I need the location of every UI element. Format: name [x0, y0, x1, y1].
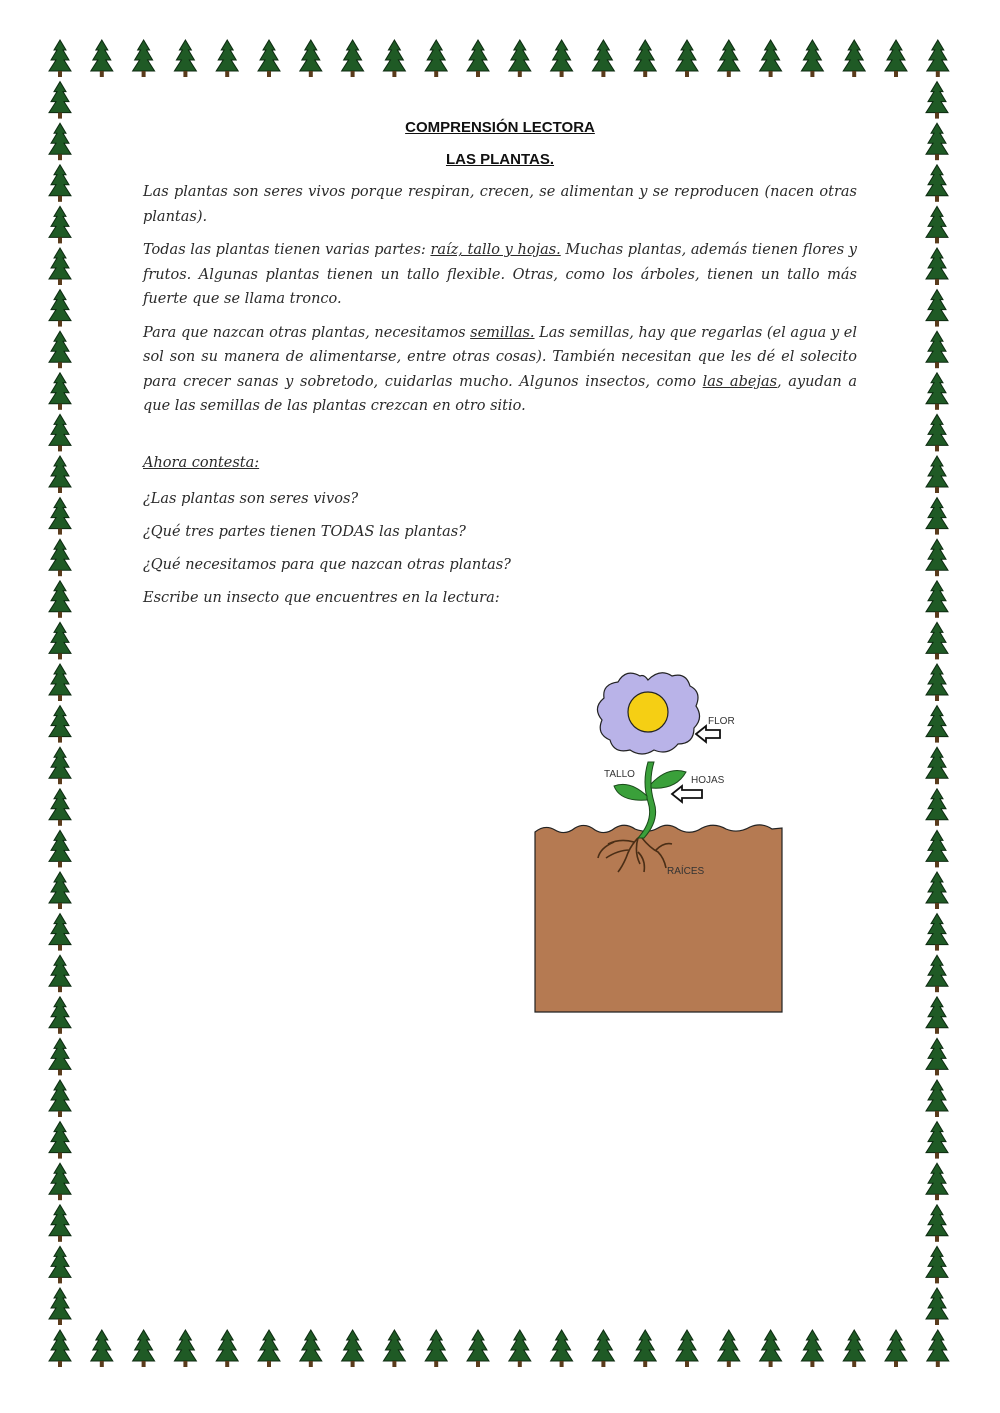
pine-tree-icon — [843, 1330, 865, 1367]
pine-tree-icon — [258, 40, 280, 77]
plant-diagram — [530, 662, 790, 1017]
document-subtitle: LAS PLANTAS. — [445, 151, 555, 168]
leaf-left — [614, 784, 647, 800]
pine-tree-icon — [926, 997, 948, 1034]
pine-tree-icon — [49, 165, 71, 202]
p3-text-c: , ayudan a que las semillas de las plantas crezcan en otro sitio. — [143, 373, 857, 414]
pine-tree-icon — [926, 248, 948, 285]
pine-tree-icon — [49, 997, 71, 1034]
pine-tree-icon — [926, 581, 948, 618]
pine-tree-icon — [926, 1038, 948, 1075]
pine-tree-icon — [718, 40, 740, 77]
label-flor: FLOR — [708, 716, 735, 727]
pine-tree-icon — [926, 747, 948, 784]
pine-tree-icon — [760, 1330, 782, 1367]
pine-tree-icon — [49, 1330, 71, 1367]
reading-paragraph-3 — [143, 321, 857, 419]
p2-text-b: Muchas plantas, además tienen flores y frutos. Algunas plantas tienen un tallo flexible. Otras, como los árboles, tienen un tallo más fuerte que se llama tronco. — [143, 242, 857, 307]
pine-tree-icon — [49, 290, 71, 327]
pine-tree-icon — [801, 1330, 823, 1367]
plant-parts-underlined: raíz, tallo y hojas. — [430, 242, 561, 258]
pine-tree-icon — [49, 331, 71, 368]
pine-tree-icon — [49, 498, 71, 535]
reading-paragraph-1: Las plantas son seres vivos porque respiran, crecen, se alimentan y se reproducen (nacen otras plantas). — [143, 184, 857, 225]
pine-tree-icon — [383, 40, 405, 77]
question-4: Escribe un insecto que encuentres en la lectura: — [143, 589, 500, 606]
pine-tree-icon — [49, 1122, 71, 1159]
pine-tree-icon — [49, 664, 71, 701]
pine-tree-icon — [926, 539, 948, 576]
pine-tree-icon — [216, 40, 238, 77]
document-title: COMPRENSIÓN LECTORA — [405, 119, 595, 136]
pine-tree-icon — [926, 206, 948, 243]
pine-tree-icon — [174, 40, 196, 77]
pine-tree-icon — [592, 1330, 614, 1367]
pine-tree-icon — [49, 539, 71, 576]
pine-tree-icon — [342, 1330, 364, 1367]
pine-tree-icon — [49, 1246, 71, 1283]
questions-heading: Ahora contesta: — [143, 454, 260, 471]
pine-tree-icon — [926, 622, 948, 659]
pine-tree-icon — [760, 40, 782, 77]
pine-tree-icon — [91, 1330, 113, 1367]
pine-tree-icon — [926, 1163, 948, 1200]
pine-tree-icon — [843, 40, 865, 77]
pine-tree-icon — [718, 1330, 740, 1367]
pine-tree-icon — [49, 456, 71, 493]
pine-tree-icon — [49, 1163, 71, 1200]
pine-tree-icon — [133, 1330, 155, 1367]
pine-tree-icon — [926, 498, 948, 535]
pine-tree-icon — [926, 706, 948, 743]
pine-tree-icon — [926, 830, 948, 867]
pine-tree-icon — [885, 40, 907, 77]
pine-tree-icon — [926, 1122, 948, 1159]
p3-text-b: Las semillas, hay que regarlas (el agua y el sol son su manera de alimentarse, entre otras cosas). También necesitan que les dé el solecito para crecer sanas y sobretodo, cuidarlas mucho. Algunos insectos, como — [143, 324, 857, 390]
pine-tree-icon — [926, 290, 948, 327]
pine-tree-icon — [926, 872, 948, 909]
pine-tree-icon — [425, 1330, 447, 1367]
worksheet — [143, 118, 857, 619]
question-1: ¿Las plantas son seres vivos? — [143, 490, 359, 507]
pine-tree-icon — [634, 1330, 656, 1367]
pine-tree-icon — [926, 123, 948, 160]
bees-underlined: las abejas — [702, 373, 778, 390]
reading-paragraph-2 — [143, 238, 857, 312]
pine-tree-icon — [49, 1205, 71, 1242]
pine-tree-icon — [926, 914, 948, 951]
pine-tree-icon — [133, 40, 155, 77]
pine-tree-icon — [49, 206, 71, 243]
pine-tree-icon — [926, 373, 948, 410]
pine-tree-icon — [49, 914, 71, 951]
pine-tree-icon — [425, 40, 447, 77]
pine-tree-icon — [676, 1330, 698, 1367]
p2-text-a: Todas las plantas tienen varias partes: — [143, 242, 431, 258]
pine-tree-icon — [49, 622, 71, 659]
label-hojas: HOJAS — [691, 775, 725, 786]
pine-tree-icon — [926, 1288, 948, 1325]
pine-tree-icon — [467, 1330, 489, 1367]
pine-tree-icon — [926, 664, 948, 701]
pine-tree-icon — [551, 40, 573, 77]
question-2: ¿Qué tres partes tienen TODAS las plantas? — [143, 523, 466, 540]
pine-tree-icon — [49, 1038, 71, 1075]
label-tallo: TALLO — [604, 769, 635, 780]
pine-tree-icon — [926, 456, 948, 493]
pine-tree-icon — [634, 40, 656, 77]
pine-tree-icon — [49, 581, 71, 618]
pine-tree-icon — [49, 789, 71, 826]
leaf-right — [651, 771, 686, 789]
pine-tree-icon — [174, 1330, 196, 1367]
pine-tree-icon — [91, 40, 113, 77]
pine-tree-icon — [258, 1330, 280, 1367]
pine-tree-icon — [383, 1330, 405, 1367]
pine-tree-icon — [49, 1080, 71, 1117]
pine-tree-icon — [926, 165, 948, 202]
pine-tree-icon — [49, 414, 71, 451]
pine-tree-icon — [551, 1330, 573, 1367]
pine-tree-icon — [342, 40, 364, 77]
pine-tree-icon — [49, 123, 71, 160]
arrow-hojas-icon — [672, 786, 702, 802]
pine-tree-icon — [49, 82, 71, 119]
pine-tree-icon — [927, 40, 949, 77]
pine-tree-icon — [49, 40, 71, 77]
pine-tree-icon — [926, 789, 948, 826]
question-3: ¿Qué necesitamos para que nazcan otras plantas? — [143, 556, 511, 573]
pine-tree-icon — [49, 248, 71, 285]
pine-tree-icon — [926, 82, 948, 119]
pine-tree-icon — [49, 1288, 71, 1325]
pine-tree-icon — [509, 40, 531, 77]
pine-tree-icon — [49, 373, 71, 410]
pine-tree-icon — [926, 414, 948, 451]
pine-tree-icon — [592, 40, 614, 77]
label-raices: RAÍCES — [667, 866, 705, 877]
pine-tree-icon — [927, 1330, 949, 1367]
questions-section — [143, 451, 857, 610]
pine-tree-icon — [926, 1205, 948, 1242]
pine-tree-icon — [926, 331, 948, 368]
pine-tree-icon — [926, 1246, 948, 1283]
pine-tree-icon — [49, 706, 71, 743]
pine-tree-icon — [49, 955, 71, 992]
arrow-flor-icon — [696, 726, 720, 742]
pine-tree-icon — [216, 1330, 238, 1367]
seeds-underlined: semillas. — [470, 324, 535, 341]
pine-tree-icon — [49, 872, 71, 909]
pine-tree-icon — [300, 40, 322, 77]
flower-center — [628, 692, 668, 732]
pine-tree-icon — [49, 830, 71, 867]
pine-tree-icon — [509, 1330, 531, 1367]
pine-tree-icon — [467, 40, 489, 77]
pine-tree-icon — [926, 1080, 948, 1117]
pine-tree-icon — [676, 40, 698, 77]
p3-text-a: Para que nazcan otras plantas, necesitamos — [143, 324, 471, 341]
pine-tree-icon — [300, 1330, 322, 1367]
pine-tree-icon — [801, 40, 823, 77]
pine-tree-icon — [926, 955, 948, 992]
pine-tree-icon — [49, 747, 71, 784]
pine-tree-icon — [885, 1330, 907, 1367]
